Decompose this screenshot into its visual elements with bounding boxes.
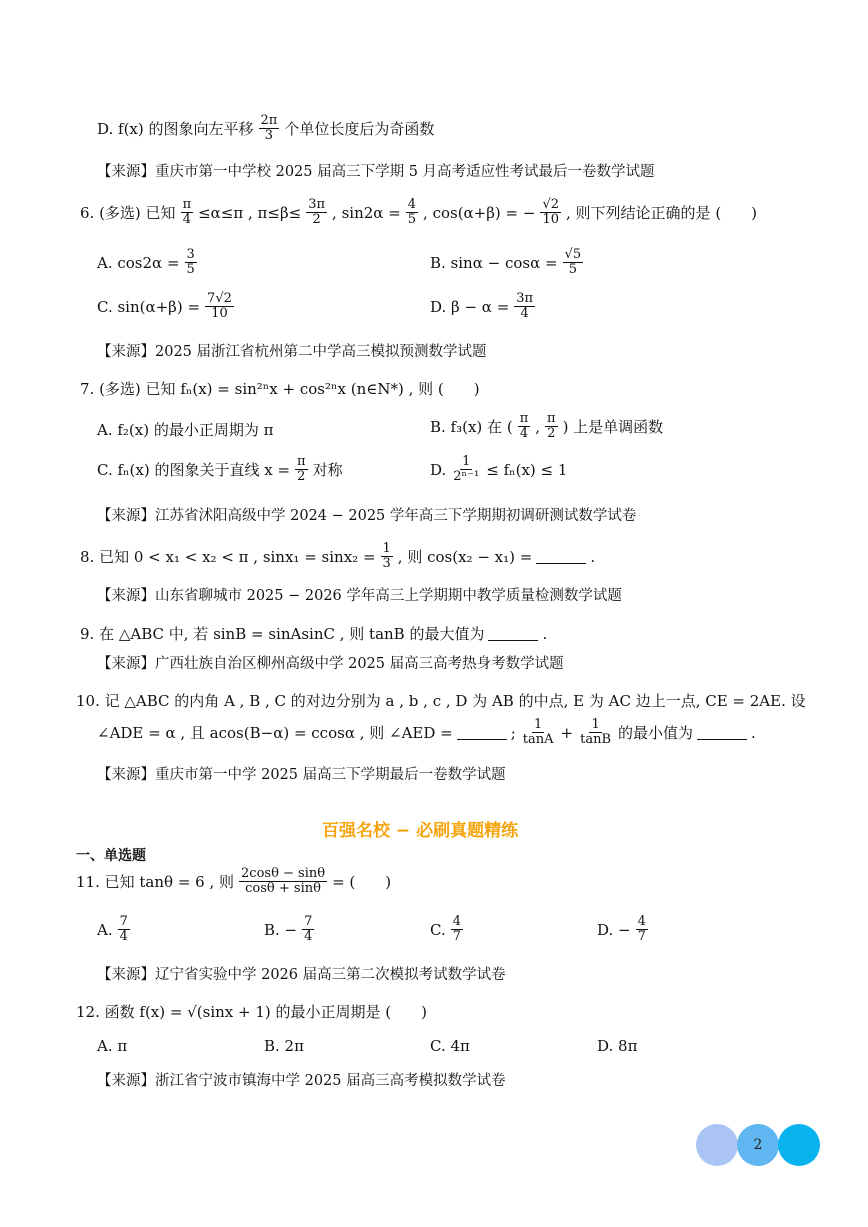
fraction bbox=[406, 198, 418, 228]
fraction bbox=[239, 867, 327, 897]
fraction bbox=[451, 915, 463, 945]
q5-option-d bbox=[97, 114, 434, 144]
section-subheading: 一、单选题 bbox=[76, 848, 146, 864]
q9-source: 【来源】广西壮族自治区柳州高级中学 2025 届高三高考热身考数学试题 bbox=[97, 656, 564, 672]
q11-option-c bbox=[430, 915, 466, 945]
q10-source: 【来源】重庆市第一中学 2025 届高三下学期最后一卷数学试题 bbox=[97, 767, 506, 783]
frac-den: 4 bbox=[119, 929, 128, 945]
fraction bbox=[578, 718, 613, 748]
q6-option-c bbox=[97, 292, 237, 322]
q6-source: 【来源】2025 届浙江省杭州第二中学高三模拟预测数学试题 bbox=[97, 344, 487, 360]
q6-stem-part: , 则下列结论正确的是 ( ) bbox=[566, 204, 758, 223]
frac-num: 4 bbox=[452, 914, 461, 929]
frac-num: 2cosθ − sinθ bbox=[241, 866, 326, 881]
q10-line2 bbox=[97, 718, 756, 748]
frac-den: 7 bbox=[637, 929, 646, 945]
frac-den: 4 bbox=[182, 212, 191, 228]
q12-source: 【来源】浙江省宁波市镇海中学 2025 届高三高考模拟数学试卷 bbox=[97, 1073, 506, 1089]
answer-blank[interactable] bbox=[488, 626, 538, 641]
q5-option-d-text: D. f(x) 的图象向左平移 bbox=[97, 120, 254, 139]
frac-den: 4 bbox=[520, 306, 529, 322]
q6-stem-part: 6. (多选) 已知 bbox=[80, 204, 176, 223]
frac-num: 7√2 bbox=[207, 291, 232, 306]
page-decor-circle bbox=[696, 1124, 738, 1166]
frac-den: 2 bbox=[312, 212, 321, 228]
q6-stem-part: , cos(α+β) = − bbox=[423, 203, 536, 222]
frac-den: 3 bbox=[382, 556, 391, 572]
frac-den: 7 bbox=[452, 929, 461, 945]
frac-num: π bbox=[519, 411, 529, 426]
fraction bbox=[259, 114, 280, 144]
option-tail: ≤ fₙ(x) ≤ 1 bbox=[486, 460, 568, 479]
q12-option-c: C. 4π bbox=[430, 1037, 470, 1055]
option-tail: 对称 bbox=[312, 461, 343, 480]
fraction bbox=[302, 915, 314, 945]
fraction bbox=[636, 915, 648, 945]
frac-den: 10 bbox=[211, 306, 228, 322]
q9-stem-part: 9. 在 △ABC 中, 若 sinB = sinAsinC , 则 tanB 的最大值为 bbox=[80, 625, 485, 643]
q6-option-d bbox=[430, 292, 538, 322]
frac-den: cosθ + sinθ bbox=[245, 881, 321, 897]
frac-num: 4 bbox=[407, 197, 417, 212]
q6-stem-part: , sin2α = bbox=[332, 203, 401, 222]
section-title: 百强名校 − 必刷真题精练 bbox=[322, 821, 519, 841]
q5-source: 【来源】重庆市第一中学校 2025 届高三下学期 5 月高考适应性考试最后一卷数学试题 bbox=[97, 164, 655, 180]
frac-den: 2 bbox=[297, 469, 306, 485]
option-tail: ) 上是单调函数 bbox=[562, 418, 664, 437]
q6-stem bbox=[80, 198, 757, 228]
option-label: D. bbox=[430, 460, 447, 479]
q9-stem bbox=[80, 623, 547, 644]
fraction bbox=[295, 455, 308, 485]
q10-stem-part: 的最小值为 bbox=[618, 724, 694, 743]
frac-den: tanA bbox=[522, 732, 554, 748]
frac-den: tanB bbox=[580, 732, 612, 748]
frac-den: 5 bbox=[568, 262, 577, 278]
fraction bbox=[306, 198, 327, 228]
fraction bbox=[205, 292, 234, 322]
q10-line1: 10. 记 △ABC 的内角 A , B , C 的对边分别为 a , b , c , D 为 AB 的中点, E 为 AC 边上一点, CE = 2AE. 设 bbox=[76, 692, 806, 710]
fraction bbox=[545, 412, 558, 442]
q11-option-b bbox=[264, 915, 317, 945]
option-label: B. − bbox=[264, 920, 298, 939]
fraction bbox=[540, 198, 561, 228]
fraction bbox=[521, 718, 556, 748]
q6-stem-part: ≤α≤π , π≤β≤ bbox=[198, 203, 302, 222]
frac-den: 4 bbox=[519, 426, 529, 442]
q5-option-d-tail: 个单位长度后为奇函数 bbox=[284, 120, 435, 139]
fraction bbox=[185, 248, 197, 278]
period: . bbox=[751, 723, 756, 742]
q12-stem: 12. 函数 f(x) = √(sinx + 1) 的最小正周期是 ( ) bbox=[76, 1003, 427, 1021]
answer-blank[interactable] bbox=[697, 725, 747, 740]
frac-num: 1 bbox=[462, 454, 471, 469]
page-decor-circle bbox=[778, 1124, 820, 1166]
page-number-badge bbox=[737, 1124, 779, 1166]
q6-option-a bbox=[97, 248, 200, 278]
option-label: C. bbox=[430, 920, 446, 939]
fraction bbox=[451, 455, 481, 485]
frac-den: 4 bbox=[304, 929, 313, 945]
frac-num: √5 bbox=[564, 247, 582, 262]
frac-num: π bbox=[547, 411, 556, 426]
frac-num: 1 bbox=[534, 717, 543, 732]
frac-den: 5 bbox=[407, 212, 417, 228]
fraction bbox=[118, 915, 130, 945]
frac-den: 10 bbox=[542, 212, 559, 228]
period: . bbox=[590, 547, 596, 566]
frac-den: 3 bbox=[264, 128, 274, 144]
q7-stem: 7. (多选) 已知 fₙ(x) = sin²ⁿx + cos²ⁿx (n∈N*) , 则 ( ) bbox=[80, 380, 480, 398]
comma: , bbox=[535, 417, 541, 436]
fraction bbox=[514, 292, 535, 322]
q12-option-a: A. π bbox=[97, 1037, 128, 1055]
q12-option-d: D. 8π bbox=[597, 1037, 638, 1055]
q11-option-a bbox=[97, 915, 133, 945]
option-label: C. fₙ(x) 的图象关于直线 x = bbox=[97, 461, 291, 480]
option-label: D. β − α = bbox=[430, 297, 510, 316]
fraction bbox=[563, 248, 584, 278]
option-label: B. f₃(x) 在 ( bbox=[430, 418, 513, 437]
q11-stem-part: = ( ) bbox=[332, 873, 392, 892]
q7-option-b bbox=[430, 412, 663, 442]
frac-num: 1 bbox=[591, 717, 600, 732]
period: . bbox=[542, 624, 548, 643]
frac-num: π bbox=[182, 197, 192, 212]
option-label: C. sin(α+β) = bbox=[97, 297, 201, 316]
q8-source: 【来源】山东省聊城市 2025 − 2026 学年高三上学期期中教学质量检测数学试题 bbox=[97, 588, 622, 604]
frac-num: √2 bbox=[542, 197, 560, 212]
frac-num: π bbox=[297, 454, 306, 469]
fraction bbox=[381, 542, 393, 572]
q8-stem bbox=[80, 542, 595, 572]
answer-blank[interactable] bbox=[536, 549, 586, 564]
plus-sign: + bbox=[560, 723, 574, 742]
q11-source: 【来源】辽宁省实验中学 2026 届高三第二次模拟考试数学试卷 bbox=[97, 967, 506, 983]
q10-stem-part: ; bbox=[510, 723, 516, 742]
q8-stem-part: 8. 已知 0 < x₁ < x₂ < π , sinx₁ = sinx₂ = bbox=[80, 548, 376, 567]
frac-num: 3π bbox=[308, 197, 326, 212]
fraction bbox=[181, 198, 194, 228]
frac-num: 3 bbox=[186, 247, 195, 262]
q11-stem bbox=[76, 867, 391, 897]
q11-option-d bbox=[597, 915, 651, 945]
frac-den: 5 bbox=[186, 262, 195, 278]
q8-stem-part: , 则 cos(x₂ − x₁) = bbox=[397, 548, 533, 567]
q7-source: 【来源】江苏省沭阳高级中学 2024 − 2025 学年高三下学期期初调研测试数学试卷 bbox=[97, 508, 637, 524]
answer-blank[interactable] bbox=[457, 725, 507, 740]
q7-option-d bbox=[430, 455, 567, 485]
option-label: A. cos2α = bbox=[97, 253, 180, 272]
option-label: D. − bbox=[597, 920, 631, 939]
q12-option-b: B. 2π bbox=[264, 1037, 304, 1055]
q10-stem-part: ∠ADE = α , 且 acos(B−α) = ccosα , 则 ∠AED = bbox=[97, 724, 453, 743]
frac-num: 3π bbox=[516, 291, 534, 306]
frac-den: 2 bbox=[547, 426, 556, 442]
q11-stem-part: 11. 已知 tanθ = 6 , 则 bbox=[76, 873, 235, 892]
option-label: B. sinα − cosα = bbox=[430, 253, 558, 272]
frac-num: 4 bbox=[637, 914, 646, 929]
option-label: A. bbox=[97, 920, 113, 939]
frac-den: 2ⁿ⁻¹ bbox=[453, 469, 480, 485]
frac-num: 7 bbox=[304, 914, 313, 929]
q7-option-c bbox=[97, 455, 343, 485]
q7-option-a: A. f₂(x) 的最小正周期为 π bbox=[97, 421, 274, 439]
frac-num: 2π bbox=[260, 113, 278, 128]
fraction bbox=[518, 412, 531, 442]
frac-num: 7 bbox=[119, 914, 128, 929]
page-number: 2 bbox=[753, 1137, 763, 1153]
q6-option-b bbox=[430, 248, 586, 278]
frac-num: 1 bbox=[382, 541, 391, 556]
